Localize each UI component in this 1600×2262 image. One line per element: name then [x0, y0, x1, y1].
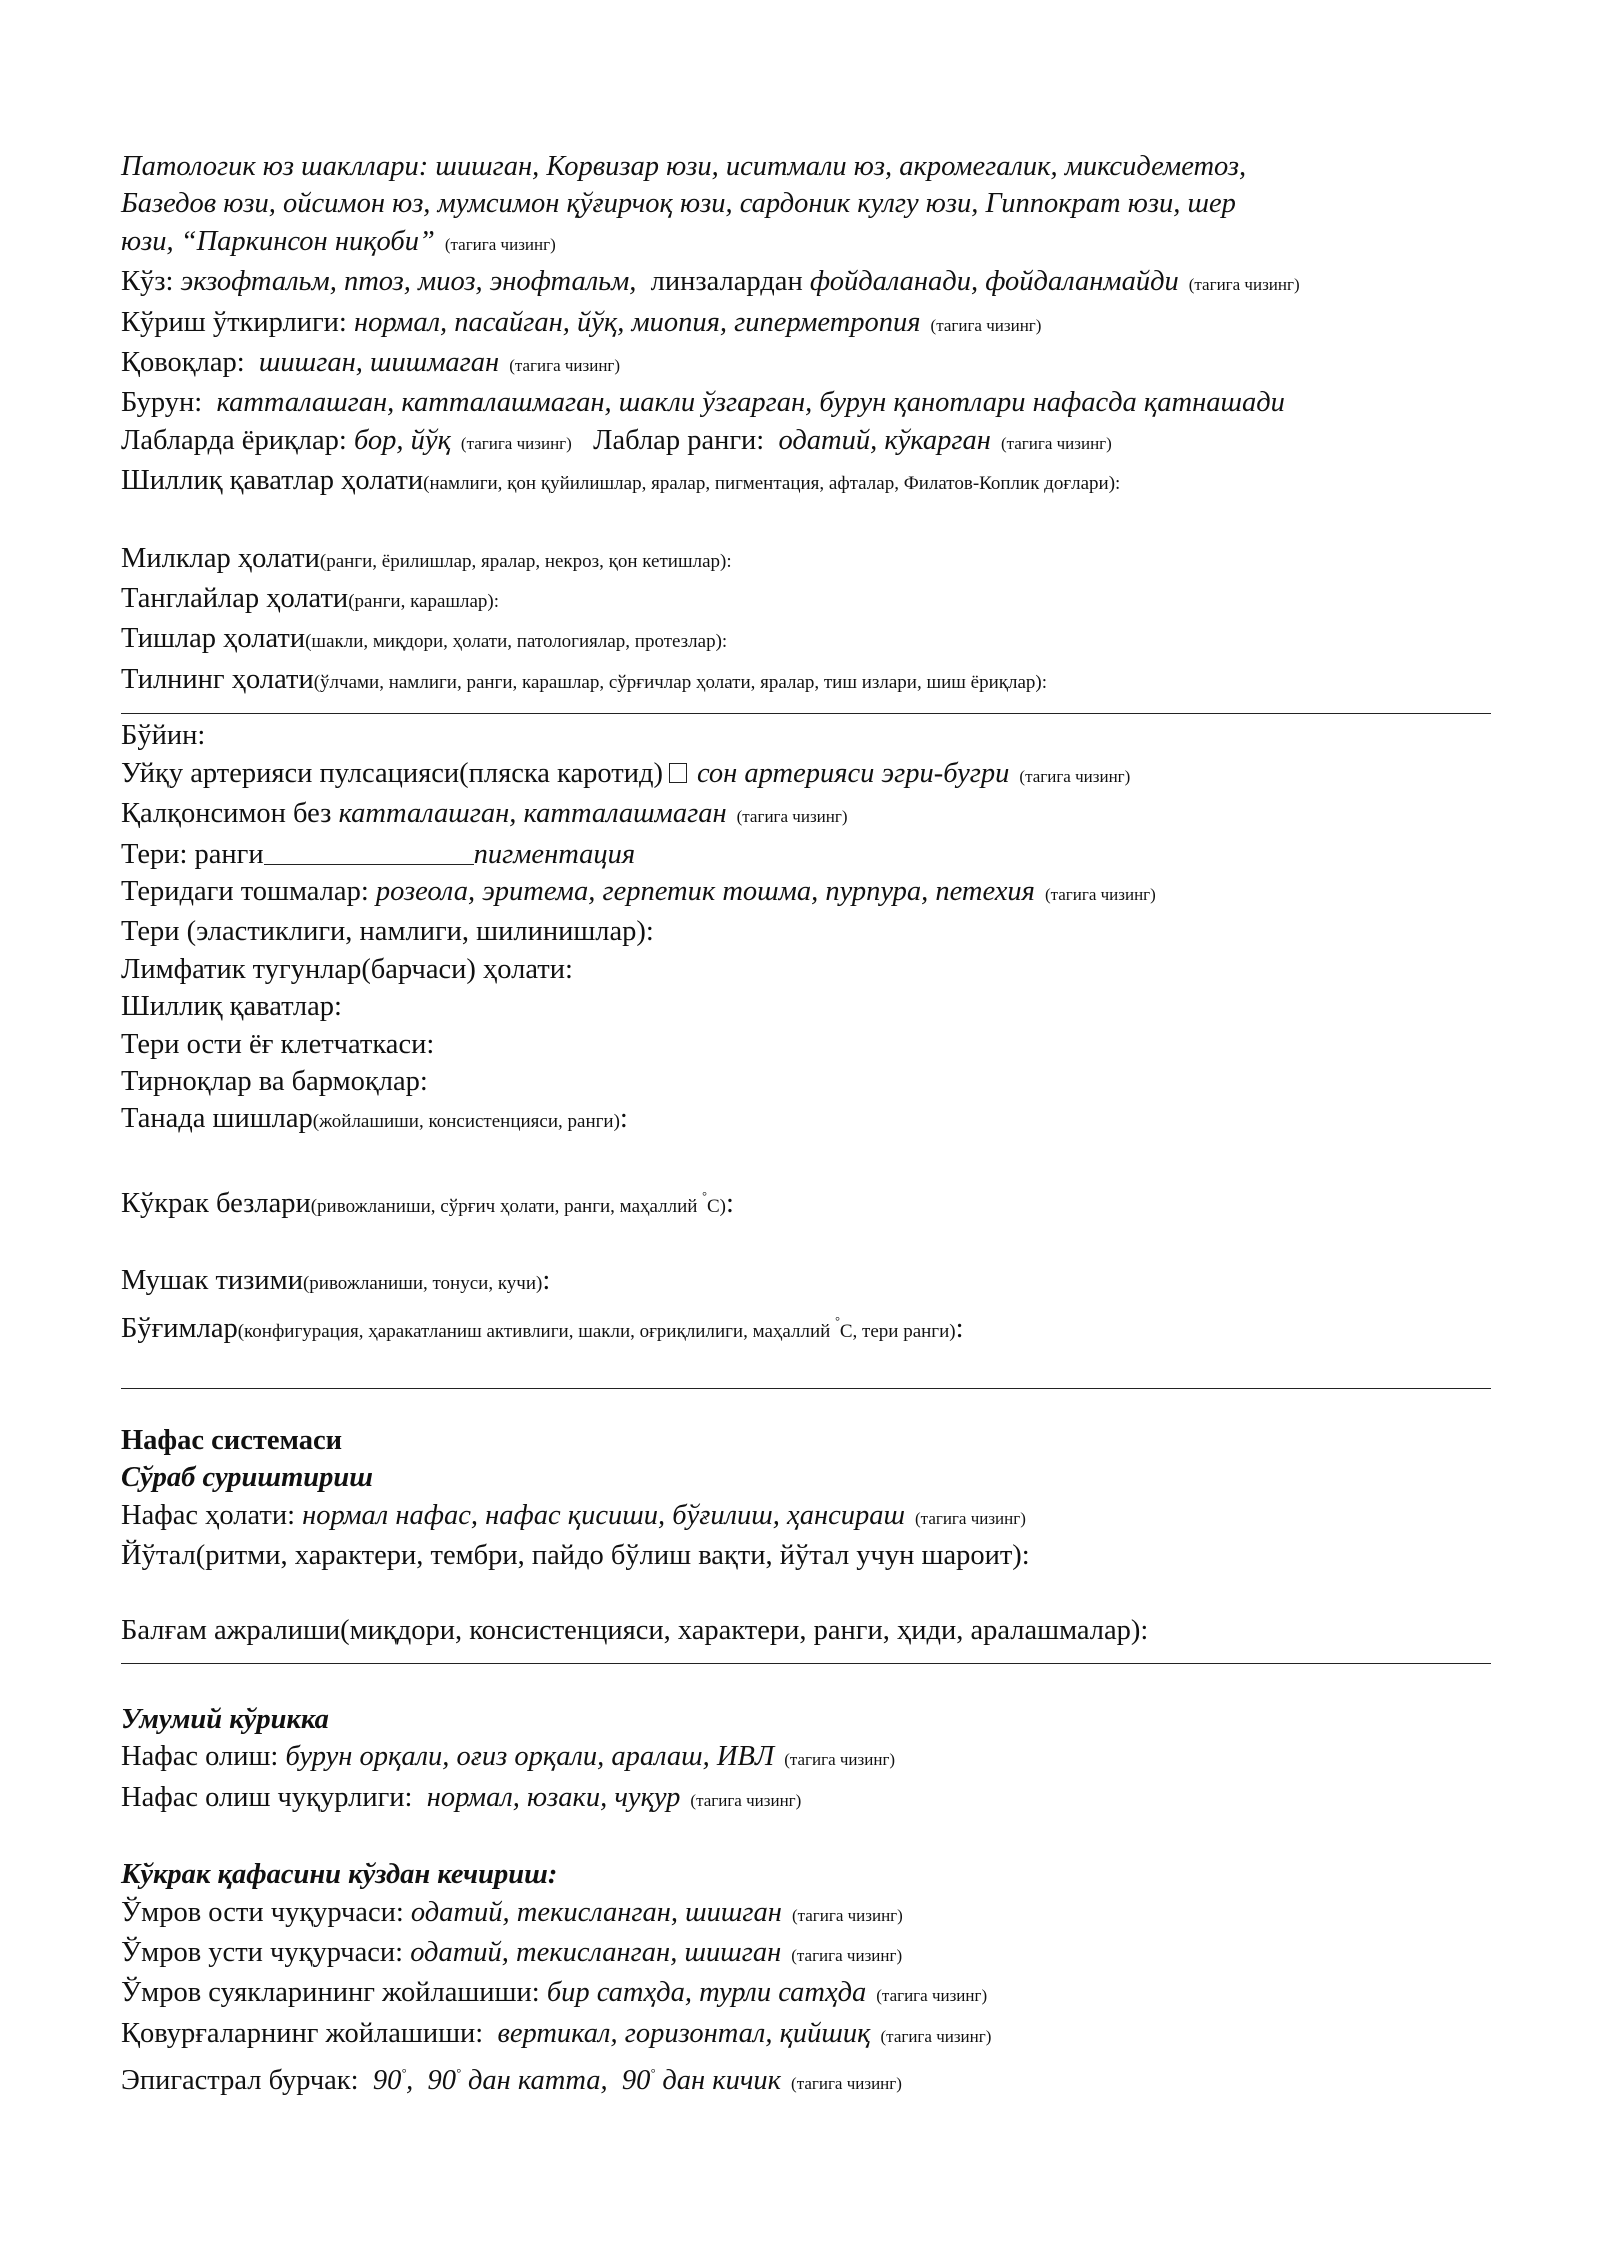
underline-hint: (тагига чизинг): [791, 2074, 902, 2094]
underline-hint: (тагига чизинг): [1000, 433, 1112, 453]
degree-mark: °: [456, 2066, 461, 2081]
underline-hint: (тагига чизинг): [460, 433, 572, 453]
document-page: [121, 148, 1491, 2103]
skin-color-blank[interactable]: [264, 838, 474, 865]
underline-hint: (тагига чизинг): [1188, 275, 1300, 295]
subcutaneous-fat-row: Тери ости ёғ клетчаткаси:: [121, 1028, 435, 1060]
breath-depth-row: [121, 1779, 1491, 1819]
pigmentation-option[interactable]: пигментация: [473, 838, 636, 870]
sputum-row: Балғам ажралиши(миқдори, консистенцияси, характери, ранги, ҳиди, аралашмалар):: [121, 1614, 1149, 1646]
section-title-respiratory: Нафас системаси: [121, 1424, 343, 1456]
underline-hint: (тагига чизинг): [736, 807, 848, 827]
lip-color-options[interactable]: одатий, кўкарган: [778, 424, 991, 456]
underline-hint: (тагига чизинг): [930, 315, 1042, 335]
angle-comparison: дан кичик: [662, 2065, 782, 2097]
ribs-position-row: [121, 2015, 1491, 2055]
vision-label: Кўриш ўткирлиги:: [121, 306, 347, 338]
pathologic-face-options-end: юзи, “Паркинсон ниқоби”: [121, 225, 435, 257]
mucosa-criteria: (намлиги, қон қуйилишлар, яралар, пигментация, афталар, Филатов-Коплик доғлари):: [423, 473, 1121, 495]
lymph-nodes-row: Лимфатик тугунлар(барчаси) ҳолати:: [121, 953, 573, 985]
thyroid-options[interactable]: катталашган, катталашмаган: [338, 798, 727, 830]
edema-label: Танада шишлар: [121, 1103, 313, 1135]
angle-comparison: дан катта,: [467, 2065, 608, 2097]
underline-hint: (тагига чизинг): [880, 2026, 992, 2046]
underline-hint: (тагига чизинг): [690, 1790, 802, 1810]
tongue-row: [121, 661, 1491, 701]
edema-row: [121, 1100, 1491, 1140]
answer-space[interactable]: [121, 503, 1491, 540]
degree-mark: °: [835, 1313, 840, 1328]
teeth-criteria: (шакли, миқдори, ҳолати, патологиялар, протезлар):: [305, 631, 728, 653]
skin-color-label: Тери: ранги: [121, 838, 264, 870]
subsection-title-history: Сўраб суриштириш: [121, 1462, 373, 1494]
divider-line: [121, 713, 1491, 714]
answer-space[interactable]: [121, 1575, 1491, 1612]
underline-hint: (тагига чизинг): [509, 356, 621, 376]
angle-value: 90: [427, 2065, 456, 2097]
lip-cracks-options[interactable]: бор, йўқ: [353, 424, 451, 456]
skin-color-row: [121, 836, 1491, 873]
underline-hint: (тагига чизинг): [1044, 884, 1156, 904]
skin-rash-row: [121, 873, 1491, 913]
answer-space[interactable]: [121, 1141, 1491, 1178]
angle-value: 90: [621, 2065, 651, 2097]
lip-cracks-label: Лабларда ёриқлар:: [121, 424, 347, 456]
joints-criteria-text: (конфигурация, ҳаракатланиш активлиги, шакли, оғриқлилиги, маҳаллий: [237, 1320, 831, 1342]
carotid-label: Уйқу артерияси пулсацияси(пляска каротид): [121, 757, 663, 789]
underline-hint: (тагига чизинг): [784, 1750, 896, 1770]
teeth-row: [121, 620, 1491, 660]
mucosa-label: Шиллиқ қаватлар ҳолати: [121, 465, 424, 497]
breast-criteria-unit: C): [706, 1195, 726, 1217]
supraclavian-fossa-options[interactable]: одатий, текисланган, шишган: [410, 1937, 782, 1969]
mucosa-row: [121, 462, 1491, 502]
muscle-criteria: (ривожланиши, тонуси, кучи): [302, 1273, 543, 1295]
palate-label: Танглайлар ҳолати: [121, 583, 349, 615]
inhale-row: [121, 1738, 1491, 1778]
epigastric-angle-row: [121, 2055, 1491, 2102]
eyelids-row: [121, 344, 1491, 384]
carotid-checkbox[interactable]: [669, 763, 687, 783]
underline-hint: (тагига чизинг): [791, 1946, 903, 1966]
eyelids-label: Қовоқлар:: [121, 347, 245, 379]
cough-row: Йўтал(ритми, характери, тембри, пайдо бўлиш вақти, йўтал учун шароит):: [121, 1540, 1030, 1572]
palate-row: [121, 580, 1491, 620]
nose-label: Бурун:: [121, 387, 203, 419]
edema-criteria: (жойлашиши, консистенцияси, ранги): [312, 1111, 620, 1133]
epigastric-angle-label: Эпигастрал бурчак:: [121, 2065, 359, 2097]
nose-options[interactable]: катталашган, катталашмаган, шакли ўзгарган, бурун қанотлари нафасда қатнашади: [216, 387, 1285, 419]
lips-row: [121, 422, 1491, 462]
femoral-artery-option[interactable]: сон артерияси эгри-бугри: [696, 757, 1010, 789]
ribs-position-label: Қовурғаларнинг жойлашиши:: [121, 2017, 484, 2049]
joints-label: Бўғимлар: [121, 1312, 238, 1344]
thyroid-label: Қалқонсимон без: [121, 798, 332, 830]
breast-label: Кўкрак безлари: [121, 1187, 311, 1219]
eye-options[interactable]: экзофтальм, птоз, миоз, энофтальм,: [180, 266, 637, 298]
angle-value: 90: [372, 2065, 402, 2097]
pathologic-face-line-3: [121, 223, 1491, 263]
pathologic-face-line-2: Базедов юзи, ойсимон юз, мумсимон қўғирчоқ юзи, сардоник кулгу юзи, Гиппократ юзи, шер: [121, 188, 1236, 220]
carotid-row: [121, 755, 1491, 795]
skin-elasticity-row: Тери (эластиклиги, намлиги, шилинишлар):: [121, 916, 654, 948]
palate-criteria: (ранги, карашлар):: [348, 591, 500, 613]
answer-space[interactable]: [121, 1225, 1491, 1262]
clavicle-position-label: Ўмров суякларининг жойлашиши:: [121, 1977, 540, 2009]
subclavian-fossa-row: [121, 1894, 1491, 1934]
eye-lens-options[interactable]: фойдаланади, фойдаланмайди: [809, 266, 1179, 298]
tongue-criteria: (ўлчами, намлиги, ранги, карашлар, сўрғичлар ҳолати, яралар, тиш излари, шиш ёриқлар):: [313, 671, 1048, 693]
degree-mark: °: [650, 2066, 656, 2081]
joints-criteria-unit: C, тери ранги): [839, 1320, 956, 1342]
supraclavian-fossa-row: [121, 1934, 1491, 1974]
skin-rash-label: Теридаги тошмалар:: [121, 875, 369, 907]
breath-depth-options[interactable]: нормал, юзаки, чуқур: [426, 1781, 681, 1813]
eye-label: Кўз:: [121, 266, 174, 298]
breast-row: [121, 1178, 1491, 1225]
colon: :: [619, 1103, 628, 1135]
subsection-title-general-exam: Умумий кўрикка: [121, 1704, 329, 1735]
gums-row: [121, 540, 1491, 580]
breathing-state-label: Нафас ҳолати:: [121, 1499, 296, 1531]
underline-hint: (тагига чизинг): [876, 1986, 988, 2006]
joints-row: [121, 1303, 1491, 1350]
mucous-row: Шиллиқ қаватлар:: [121, 991, 342, 1023]
muscle-label: Мушак тизими: [121, 1265, 303, 1297]
inhale-options[interactable]: бурун орқали, оғиз орқали, аралаш, ИВЛ: [285, 1741, 775, 1773]
neck-row: Бўйин:: [121, 720, 206, 752]
tongue-label: Тилнинг ҳолати: [121, 663, 314, 695]
colon: :: [542, 1265, 551, 1297]
epigastric-angle-options[interactable]: 90°, 90° дан катта, 90° дан кичик: [372, 2065, 782, 2097]
underline-hint: (тагига чизинг): [1019, 766, 1131, 786]
subclavian-fossa-label: Ўмров ости чуқурчаси:: [121, 1896, 404, 1928]
divider-line: [121, 1663, 1491, 1664]
divider-line: [121, 1388, 1491, 1389]
lip-color-label: Лаблар ранги:: [593, 424, 765, 456]
nose-row: [121, 384, 1491, 421]
breath-depth-label: Нафас олиш чуқурлиги:: [121, 1781, 413, 1813]
nails-fingers-row: Тирноқлар ва бармоқлар:: [121, 1065, 428, 1097]
eye-lens-text: линзалардан: [650, 266, 803, 298]
subsection-title-chest-inspection: Кўкрак қафасини кўздан кечириш:: [121, 1859, 558, 1891]
inhale-label: Нафас олиш:: [121, 1741, 279, 1773]
muscle-row: [121, 1262, 1491, 1302]
gums-label: Милклар ҳолати: [121, 542, 320, 574]
vision-options[interactable]: нормал, пасайган, йўқ, миопия, гиперметропия: [353, 306, 921, 338]
eye-row: [121, 263, 1491, 303]
breathing-state-row: [121, 1497, 1491, 1537]
vision-row: [121, 304, 1491, 344]
breast-criteria: [310, 1188, 726, 1217]
underline-hint: (тагига чизинг): [444, 234, 556, 254]
answer-space: [121, 1819, 1491, 1856]
ribs-position-options[interactable]: вертикал, горизонтал, қийшиқ: [497, 2017, 871, 2049]
clavicle-position-row: [121, 1974, 1491, 2014]
eyelids-options[interactable]: шишган, шишмаган: [258, 347, 500, 379]
degree-mark: °: [401, 2066, 407, 2081]
breathing-state-options[interactable]: нормал нафас, нафас қисиши, бўғилиш, ҳансираш: [302, 1499, 906, 1531]
breast-criteria-text: (ривожланиши, сўрғич ҳолати, ранги, маҳаллий: [310, 1195, 698, 1217]
skin-rash-options[interactable]: розеола, эритема, герпетик тошма, пурпура, петехия: [375, 875, 1035, 907]
thyroid-row: [121, 795, 1491, 835]
teeth-label: Тишлар ҳолати: [121, 623, 306, 655]
pathologic-face-line-1: Патологик юз шакллари: шишган, Корвизар юзи, иситмали юз, акромегалик, миксидеметоз,: [121, 151, 1247, 182]
joints-criteria: [237, 1313, 956, 1342]
colon: :: [955, 1312, 964, 1344]
underline-hint: (тагига чизинг): [915, 1508, 1026, 1528]
gums-criteria: (ранги, ёрилишлар, яралар, некроз, қон кетишлар):: [319, 550, 732, 572]
subclavian-fossa-options[interactable]: одатий, текисланган, шишган: [410, 1896, 782, 1928]
underline-hint: (тагига чизинг): [791, 1905, 903, 1925]
supraclavian-fossa-label: Ўмров усти чуқурчаси:: [121, 1937, 404, 1969]
degree-mark: °: [702, 1188, 707, 1203]
clavicle-position-options[interactable]: бир сатҳда, турли сатҳда: [546, 1977, 867, 2009]
colon: :: [725, 1187, 734, 1219]
